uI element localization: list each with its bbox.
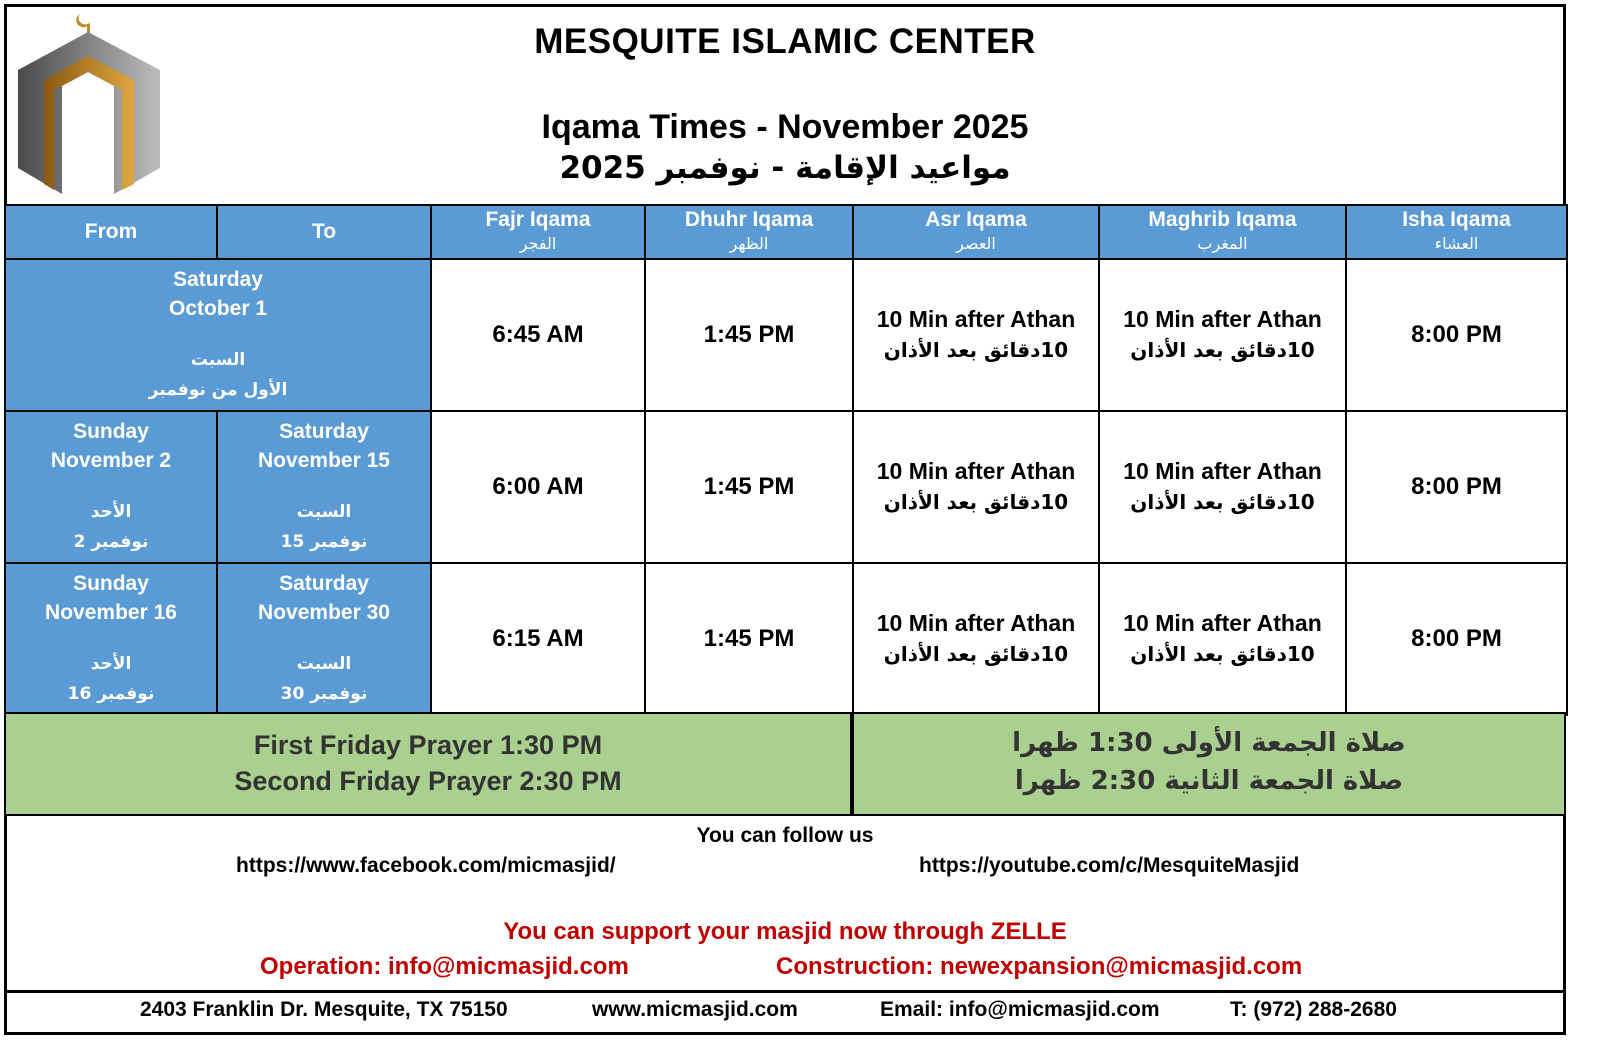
table-row	[5, 411, 1567, 563]
dhuhr-time: 1:45 PM	[645, 411, 853, 563]
zelle-support-text: You can support your masjid now through ZELLE	[503, 918, 1067, 945]
to-date-cell: Saturday November 15 السبت نوفمبر 15	[217, 411, 431, 563]
construction-email[interactable]: Construction: newexpansion@micmasjid.com	[776, 953, 1303, 980]
org-name: MESQUITE ISLAMIC CENTER	[534, 22, 1036, 61]
youtube-link[interactable]: https://youtube.com/c/MesquiteMasjid	[919, 854, 1300, 877]
asr-time: 10 Min after Athan 10دقائق بعد الأذان	[853, 563, 1099, 715]
operation-email[interactable]: Operation: info@micmasjid.com	[260, 953, 629, 980]
from-date-cell: Sunday November 2 الأحد نوفمبر 2	[5, 411, 217, 563]
address: 2403 Franklin Dr. Mesquite, TX 75150	[140, 998, 508, 1021]
column-header-from: From	[5, 205, 217, 259]
table-row	[5, 259, 1567, 411]
isha-time: 8:00 PM	[1346, 411, 1567, 563]
date-range-cell: Saturday October 1 السبت الأول من نوفمبر	[5, 259, 431, 411]
website-link[interactable]: www.micmasjid.com	[592, 998, 798, 1021]
column-header-to: To	[217, 205, 431, 259]
fajr-time: 6:45 AM	[431, 259, 645, 411]
footer-divider	[4, 990, 1566, 993]
first-friday-prayer: First Friday Prayer 1:30 PM	[253, 730, 603, 760]
email[interactable]: Email: info@micmasjid.com	[880, 998, 1160, 1021]
second-friday-prayer-arabic: صلاة الجمعة الثانية 2:30 ظهرا	[1014, 766, 1404, 796]
asr-time: 10 Min after Athan 10دقائق بعد الأذان	[853, 259, 1099, 411]
follow-heading: You can follow us	[696, 824, 874, 847]
second-friday-prayer: Second Friday Prayer 2:30 PM	[234, 766, 622, 796]
column-header-maghrib: Maghrib Iqama المغرب	[1099, 205, 1346, 259]
to-date-cell: Saturday November 30 السبت نوفمبر 30	[217, 563, 431, 715]
isha-time: 8:00 PM	[1346, 259, 1567, 411]
column-header-dhuhr: Dhuhr Iqama الظهر	[645, 205, 853, 259]
page-title: Iqama Times - November 2025	[541, 108, 1029, 146]
page-title-arabic: مواعيد الإقامة - نوفمبر 2025	[559, 150, 1011, 186]
follow-section	[4, 816, 1566, 992]
fajr-time: 6:15 AM	[431, 563, 645, 715]
phone: T: (972) 288-2680	[1230, 998, 1397, 1021]
maghrib-time: 10 Min after Athan 10دقائق بعد الأذان	[1099, 411, 1346, 563]
header	[4, 4, 1566, 204]
column-header-isha: Isha Iqama العشاء	[1346, 205, 1567, 259]
facebook-link[interactable]: https://www.facebook.com/micmasjid/	[236, 854, 616, 877]
friday-prayer-english	[4, 712, 853, 816]
from-date-cell: Sunday November 16 الأحد نوفمبر 16	[5, 563, 217, 715]
dhuhr-time: 1:45 PM	[645, 563, 853, 715]
fajr-time: 6:00 AM	[431, 411, 645, 563]
column-header-asr: Asr Iqama العصر	[853, 205, 1099, 259]
iqama-table	[4, 204, 1568, 716]
asr-time: 10 Min after Athan 10دقائق بعد الأذان	[853, 411, 1099, 563]
first-friday-prayer-arabic: صلاة الجمعة الأولى 1:30 ظهرا	[1012, 728, 1406, 758]
column-header-fajr: Fajr Iqama الفجر	[431, 205, 645, 259]
maghrib-time: 10 Min after Athan 10دقائق بعد الأذان	[1099, 563, 1346, 715]
table-row	[5, 563, 1567, 715]
maghrib-time: 10 Min after Athan 10دقائق بعد الأذان	[1099, 259, 1346, 411]
friday-prayer-arabic	[852, 712, 1566, 816]
dhuhr-time: 1:45 PM	[645, 259, 853, 411]
table-header-row	[5, 205, 1567, 259]
isha-time: 8:00 PM	[1346, 563, 1567, 715]
